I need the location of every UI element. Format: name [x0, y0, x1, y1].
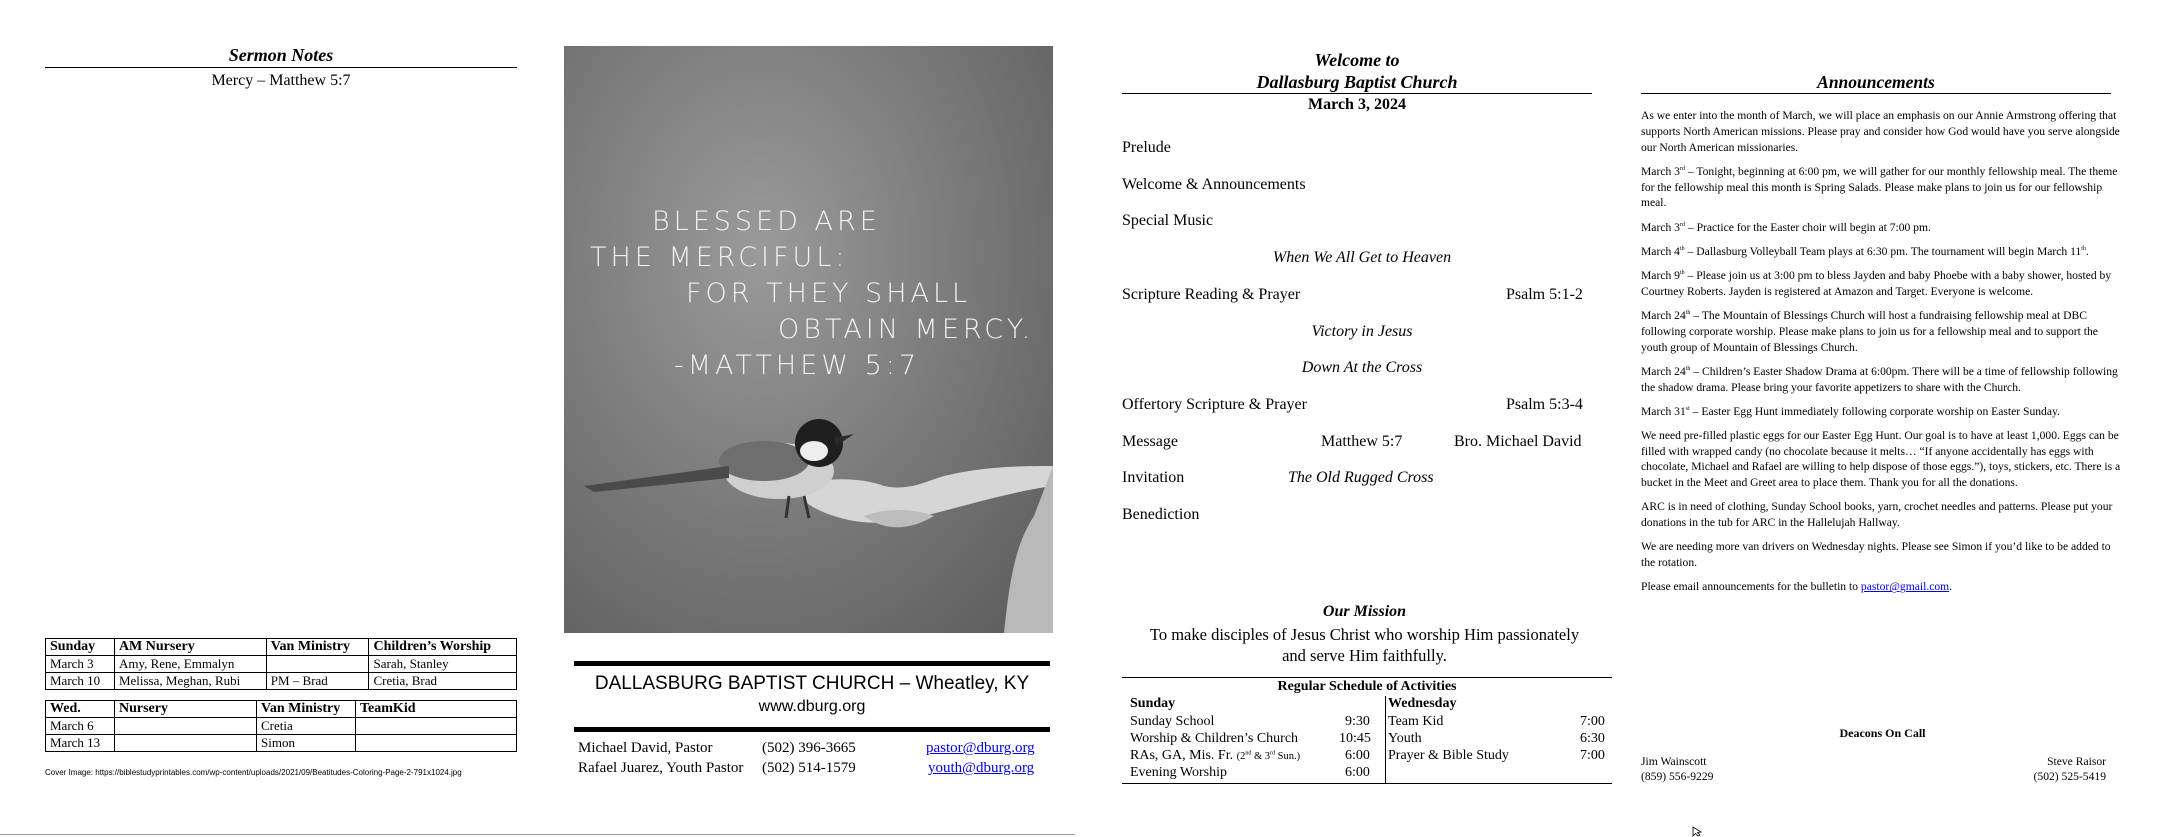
table-header: Nursery [115, 701, 257, 718]
table-cell: Amy, Rene, Emmalyn [114, 656, 266, 673]
sermon-notes-subtitle: Mercy – Matthew 5:7 [211, 72, 351, 89]
table-row [46, 656, 517, 673]
church-website: www.dburg.org [758, 698, 866, 715]
contact-phone: (502) 396-3665 [762, 740, 856, 756]
table-cell: Cretia, Brad [369, 673, 517, 690]
mission-line: and serve Him faithfully. [1282, 646, 1447, 665]
church-heading: Dallasburg Baptist Church [1122, 71, 1592, 94]
order-item: Special Music [1122, 212, 1214, 229]
table-header: Children’s Worship [369, 639, 517, 656]
mouse-cursor-icon [1692, 826, 1702, 837]
table-header: Wed. [46, 701, 115, 718]
announcement-item: March 31st – Easter Egg Hunt immediately following corporate worship on Easter Sunday. [1641, 404, 2060, 418]
table-cell: PM – Brad [266, 673, 369, 690]
table-row [46, 673, 517, 690]
announcement-email-link[interactable]: pastor@gmail.com [1860, 580, 1950, 594]
table-cell [115, 735, 257, 752]
cover-image-credit: Cover Image: https://biblestudyprintables.com/wp-content/uploads/2021/09/Beatitudes-Coloring-Page-2-791x1024.jpg [45, 768, 462, 777]
order-item: Benediction [1122, 506, 1200, 523]
announcement-item: ARC is in need of clothing, Sunday School books, yarn, crochet needles and patterns. Please put your donations in the tub for ARC in the Hallelujah Hallway. [1641, 500, 2113, 530]
order-item: Invitation [1122, 469, 1185, 486]
hymn-title: Down At the Cross [1301, 359, 1423, 376]
divider [1122, 677, 1612, 678]
activity-time: 9:30 [1345, 714, 1370, 729]
table-header: TeamKid [356, 701, 517, 718]
table-cell [266, 656, 369, 673]
cover-quote-line: THE MERCIFUL: [590, 242, 849, 273]
table-cell: March 13 [46, 735, 115, 752]
regular-schedule-title: Regular Schedule of Activities [1277, 679, 1457, 694]
table-header: Van Ministry [266, 639, 369, 656]
wednesday-schedule-table [45, 700, 517, 752]
contact-email-link[interactable]: pastor@dburg.org [926, 740, 1035, 756]
announcements-title: Announcements [1641, 72, 2111, 94]
deacon-phone: (502) 525-5419 [2033, 770, 2106, 783]
church-name: DALLASBURG BAPTIST CHURCH – Wheatley, KY [594, 673, 1030, 694]
table-cell [115, 718, 257, 735]
announcement-item: March 3rd – Practice for the Easter choir will begin at 7:00 pm. [1641, 220, 1931, 234]
activity-name: Youth [1388, 731, 1422, 746]
announcement-item: We need pre-filled plastic eggs for our Easter Egg Hunt. Our goal is to have at least 1,000. Eggs can be filled with wrapped candy (no chocolate because it melts… “If anyone accidentally has eggs with chocolate, Michael and Rafael are willing to help dispose of those eggs.”), toys, stickers, etc. There is a bucket in the Meet and Greet area to place them. Thank you for all the donations. [1641, 428, 2121, 490]
cover-photo [564, 46, 1053, 633]
column-divider [1385, 696, 1386, 784]
contact-email-link[interactable]: youth@dburg.org [928, 760, 1035, 776]
deacons-title: Deacons On Call [1839, 726, 1926, 740]
order-item: Welcome & Announcements [1122, 176, 1306, 193]
divider-thick [574, 727, 1050, 732]
table-cell [356, 735, 517, 752]
activity-name: Worship & Children’s Church [1130, 731, 1299, 746]
activity-name: Team Kid [1388, 714, 1444, 729]
cover-quote-line: -MATTHEW 5:7 [674, 350, 921, 381]
hymn-title: The Old Rugged Cross [1288, 469, 1434, 486]
table-cell: Cretia [257, 718, 356, 735]
table-cell: March 6 [46, 718, 115, 735]
announcement-item: March 24th – Children’s Easter Shadow Drama at 6:00pm. There will be a time of fellowship following the shadow drama. Please bring your favorite appetizers to share with the Church. [1641, 364, 2118, 394]
contact-name: Michael David, Pastor [578, 740, 713, 756]
activity-time: 10:45 [1339, 731, 1371, 746]
cover-quote-line: OBTAIN MERCY. [778, 314, 1035, 345]
activity-name: Evening Worship [1130, 765, 1227, 780]
welcome-heading: Welcome to [1314, 50, 1400, 70]
table-row [46, 735, 517, 752]
scripture-reference: Psalm 5:1-2 [1506, 286, 1583, 303]
activity-time: 7:00 [1580, 714, 1605, 729]
announcement-item: March 24th – The Mountain of Blessings Church will host a fundraising fellowship meal at DBC following corporate worship. Please make plans to join us for a fellowship meal and to support the youth group of Mountain of Blessings Church. [1641, 308, 2098, 354]
activity-time: 6:00 [1345, 748, 1370, 763]
announcement-item: Please email announcements for the bulletin to pastor@gmail.com. [1641, 580, 1953, 594]
hymn-title: Victory in Jesus [1311, 323, 1413, 340]
announcements-body [1641, 108, 2124, 604]
activity-name: Prayer & Bible Study [1388, 748, 1509, 763]
table-cell: Sarah, Stanley [369, 656, 517, 673]
activity-time: 7:00 [1580, 748, 1605, 763]
divider-thick [574, 661, 1050, 666]
table-cell: March 10 [46, 673, 115, 690]
order-item: Message [1122, 433, 1178, 450]
table-row [46, 718, 517, 735]
sunday-schedule-table [45, 638, 517, 690]
announcement-item: We are needing more van drivers on Wednesday nights. Please see Simon if you’d like to be added to the rotation. [1641, 540, 2111, 570]
wednesday-heading: Wednesday [1388, 696, 1457, 711]
table-header: AM Nursery [114, 639, 266, 656]
mission-title: Our Mission [1322, 603, 1407, 620]
table-header: Van Ministry [257, 701, 356, 718]
speaker-name: Bro. Michael David [1454, 433, 1582, 450]
announcement-item: March 3rd – Tonight, beginning at 6:00 pm, we will gather for our monthly fellowship meal. The theme for the fellowship meal this month is Spring Salads. Please make plans to join us for our fellowship meal. [1641, 164, 2118, 210]
scripture-reference: Matthew 5:7 [1321, 433, 1403, 450]
cover-quote-line: BLESSED ARE [652, 206, 881, 237]
activity-time: 6:00 [1345, 765, 1370, 780]
cover-quote-line: FOR THEY SHALL [686, 278, 972, 309]
table-cell [356, 718, 517, 735]
scripture-reference: Psalm 5:3-4 [1506, 396, 1583, 413]
table-header-row [46, 639, 517, 656]
order-item: Scripture Reading & Prayer [1122, 286, 1301, 303]
activity-time: 6:30 [1580, 731, 1605, 746]
table-header: Sunday [46, 639, 115, 656]
announcement-item: March 9th – Please join us at 3:00 pm to bless Jayden and baby Phoebe with a baby shower, hosted by Courtney Roberts. Jayden is registered at Amazon and Target. Everyone is welcome. [1641, 268, 2112, 298]
deacon-name: Jim Wainscott [1641, 755, 1707, 768]
table-cell: March 3 [46, 656, 115, 673]
sunday-heading: Sunday [1130, 696, 1176, 711]
table-cell: Simon [257, 735, 356, 752]
hymn-title: When We All Get to Heaven [1272, 249, 1452, 266]
order-item: Offertory Scripture & Prayer [1122, 396, 1307, 413]
activity-name: Sunday School [1130, 714, 1215, 729]
activity-name: RAs, GA, Mis. Fr. (2nd & 3rd Sun.) [1130, 748, 1301, 763]
table-cell: Melissa, Meghan, Rubi [114, 673, 266, 690]
page-divider [0, 834, 1075, 835]
divider [1122, 783, 1612, 784]
deacon-phone: (859) 556-9229 [1641, 770, 1714, 783]
service-date: March 3, 2024 [1308, 96, 1406, 113]
contact-phone: (502) 514-1579 [762, 760, 856, 776]
sermon-notes-title: Sermon Notes [45, 45, 517, 68]
contact-name: Rafael Juarez, Youth Pastor [578, 760, 744, 776]
announcement-item: As we enter into the month of March, we will place an emphasis on our Annie Armstrong offering that supports North American missions. Please pray and consider how God would have you serve alongside our North American missionaries. [1641, 109, 2120, 154]
order-item: Prelude [1122, 139, 1171, 156]
deacon-name: Steve Raisor [2047, 755, 2106, 768]
announcement-item: March 4th – Dallasburg Volleyball Team plays at 6:30 pm. The tournament will begin March 11th. [1641, 244, 2089, 258]
table-header-row [46, 701, 517, 718]
mission-line: To make disciples of Jesus Christ who worship Him passionately [1149, 625, 1580, 644]
